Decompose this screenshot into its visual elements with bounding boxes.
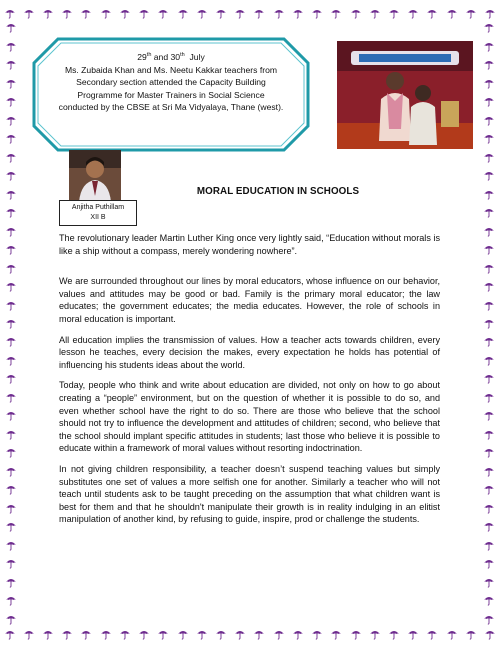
umbrella-icon <box>5 114 17 126</box>
umbrella-icon <box>483 354 495 366</box>
umbrella-icon <box>4 628 16 640</box>
umbrella-icon <box>330 7 342 19</box>
border-right <box>478 18 500 628</box>
umbrella-icon <box>138 628 150 640</box>
umbrella-icon <box>5 206 17 218</box>
umbrella-icon <box>5 446 17 458</box>
umbrella-icon <box>215 7 227 19</box>
umbrella-icon <box>177 628 189 640</box>
umbrella-icon <box>483 95 495 107</box>
student-name: Anjitha Puthillam <box>71 204 125 211</box>
umbrella-icon <box>196 628 208 640</box>
umbrella-icon <box>483 428 495 440</box>
umbrella-icon <box>407 7 419 19</box>
umbrella-icon <box>177 7 189 19</box>
umbrella-icon <box>5 483 17 495</box>
umbrella-icon <box>5 188 17 200</box>
article-paragraph: The revolutionary leader Martin Luther King once very lightly said, “Education without morals is like a ship without a compass, merely wondering nowhere”. <box>59 233 440 256</box>
umbrella-icon <box>483 446 495 458</box>
umbrella-icon <box>5 225 17 237</box>
article-paragraph: We are surrounded throughout our lines by moral educators, whose influence on our behavior, values and attitudes may be good or bad. Family is the primary moral educator; the law educates; the government educates; the media educates. However, the role of schools in moral education is important. <box>59 276 440 324</box>
umbrella-icon <box>80 7 92 19</box>
umbrella-icon <box>330 628 342 640</box>
umbrella-icon <box>483 243 495 255</box>
umbrella-icon <box>5 465 17 477</box>
umbrella-icon <box>234 7 246 19</box>
umbrella-icon <box>5 95 17 107</box>
umbrella-icon <box>483 391 495 403</box>
umbrella-icon <box>5 317 17 329</box>
umbrella-icon <box>5 372 17 384</box>
umbrella-icon <box>119 628 131 640</box>
announcement-line: Ms. Zubaida Khan and Ms. Neetu Kakkar teachers from <box>64 64 278 75</box>
umbrella-icon <box>483 557 495 569</box>
umbrella-icon <box>483 539 495 551</box>
umbrella-icon <box>350 628 362 640</box>
teachers-photo <box>337 41 473 149</box>
umbrella-icon <box>483 262 495 274</box>
umbrella-icon <box>426 7 438 19</box>
umbrella-icon <box>483 594 495 606</box>
umbrella-icon <box>5 58 17 70</box>
umbrella-icon <box>5 40 17 52</box>
umbrella-icon <box>483 520 495 532</box>
border-top <box>0 2 500 24</box>
umbrella-icon <box>426 628 438 640</box>
umbrella-icon <box>5 151 17 163</box>
umbrella-icon <box>483 576 495 588</box>
umbrella-icon <box>196 7 208 19</box>
umbrella-icon <box>483 188 495 200</box>
article-title: MORAL EDUCATION IN SCHOOLS <box>196 186 360 197</box>
umbrella-icon <box>80 628 92 640</box>
umbrella-icon <box>5 299 17 311</box>
umbrella-icon <box>5 77 17 89</box>
umbrella-icon <box>100 628 112 640</box>
umbrella-icon <box>5 21 17 33</box>
umbrella-icon <box>5 428 17 440</box>
umbrella-icon <box>369 628 381 640</box>
umbrella-icon <box>483 21 495 33</box>
umbrella-icon <box>483 280 495 292</box>
umbrella-icon <box>311 628 323 640</box>
umbrella-icon <box>388 628 400 640</box>
umbrella-icon <box>23 7 35 19</box>
umbrella-icon <box>23 628 35 640</box>
announcement-date: 29th and 30th July <box>137 52 205 62</box>
student-class: XII B <box>90 214 106 221</box>
umbrella-icon <box>5 243 17 255</box>
umbrella-icon <box>5 262 17 274</box>
umbrella-icon <box>5 594 17 606</box>
border-bottom <box>0 623 500 645</box>
umbrella-icon <box>234 628 246 640</box>
umbrella-icon <box>311 7 323 19</box>
umbrella-icon <box>5 280 17 292</box>
umbrella-icon <box>369 7 381 19</box>
umbrella-icon <box>483 40 495 52</box>
umbrella-icon <box>483 465 495 477</box>
announcement-line: conducted by the CBSE at Sri Ma Vidyalaya, Thane (west). <box>58 102 284 112</box>
umbrella-icon <box>215 628 227 640</box>
umbrella-icon <box>483 502 495 514</box>
umbrella-icon <box>483 151 495 163</box>
article-body <box>59 232 440 526</box>
umbrella-icon <box>61 7 73 19</box>
umbrella-icon <box>292 7 304 19</box>
umbrella-icon <box>483 114 495 126</box>
umbrella-icon <box>42 7 54 19</box>
umbrella-icon <box>483 299 495 311</box>
umbrella-icon <box>5 613 17 625</box>
umbrella-icon <box>61 628 73 640</box>
umbrella-icon <box>446 628 458 640</box>
umbrella-icon <box>5 520 17 532</box>
umbrella-icon <box>483 206 495 218</box>
umbrella-icon <box>5 576 17 588</box>
umbrella-icon <box>5 354 17 366</box>
border-left <box>0 18 22 628</box>
umbrella-icon <box>5 335 17 347</box>
umbrella-icon <box>5 409 17 421</box>
umbrella-icon <box>483 58 495 70</box>
umbrella-icon <box>253 628 265 640</box>
umbrella-icon <box>483 372 495 384</box>
umbrella-icon <box>465 7 477 19</box>
umbrella-icon <box>465 628 477 640</box>
umbrella-icon <box>5 557 17 569</box>
umbrella-icon <box>483 613 495 625</box>
umbrella-icon <box>388 7 400 19</box>
umbrella-icon <box>5 169 17 181</box>
umbrella-icon <box>5 132 17 144</box>
umbrella-icon <box>483 335 495 347</box>
umbrella-icon <box>483 132 495 144</box>
umbrella-icon <box>292 628 304 640</box>
announcement-line: Programme for Master Trainers in Social Science <box>77 89 265 100</box>
umbrella-icon <box>119 7 131 19</box>
umbrella-icon <box>100 7 112 19</box>
umbrella-icon <box>483 317 495 329</box>
umbrella-icon <box>157 7 169 19</box>
umbrella-icon <box>483 77 495 89</box>
student-caption <box>59 200 137 226</box>
article-paragraph: All education implies the transmission of values. How a teacher acts towards children, every lesson he teaches, every decision the makes, every expectation he holds has potential of influencing his students ideas about the world. <box>59 334 440 370</box>
umbrella-icon <box>5 502 17 514</box>
umbrella-icon <box>5 391 17 403</box>
announcement-text <box>32 51 310 114</box>
umbrella-icon <box>483 483 495 495</box>
umbrella-icon <box>273 628 285 640</box>
announcement-line: Secondary section attended the Capacity Building <box>76 77 266 87</box>
student-photo <box>69 150 121 202</box>
umbrella-icon <box>483 225 495 237</box>
umbrella-icon <box>446 7 458 19</box>
article-paragraph: Today, people who think and write about education are divided, not only on how to go about creating a “people” environment, but on the question of whether it is possible to do so, and even whether school have the right to do so. There are those who believe that the school should not try to influence the development and attitudes of children; second, who believe that the school should implant specific attitudes in students; last those who believe it is possible to educate within a framework of moral values without resorting indoctrination. <box>59 380 440 454</box>
umbrella-icon <box>157 628 169 640</box>
announcement-panel <box>32 37 310 152</box>
umbrella-icon <box>5 539 17 551</box>
umbrella-icon <box>483 169 495 181</box>
umbrella-icon <box>484 628 496 640</box>
umbrella-icon <box>253 7 265 19</box>
umbrella-icon <box>350 7 362 19</box>
article-paragraph: In not giving children responsibility, a teacher doesn’t suspend teaching values but simply substitutes one set of values a more selfish one for another. Similarly a teacher who will not teach until students ask to be taught preceding on the assumption that what children want is best for them and that he shouldn't manipulate their growth is in reality indulging in an elitist manipulation of another kind, by refusing to guide, inspire, prod or challenge the students. <box>59 463 440 525</box>
umbrella-icon <box>483 409 495 421</box>
umbrella-icon <box>138 7 150 19</box>
umbrella-icon <box>273 7 285 19</box>
umbrella-icon <box>42 628 54 640</box>
umbrella-icon <box>407 628 419 640</box>
